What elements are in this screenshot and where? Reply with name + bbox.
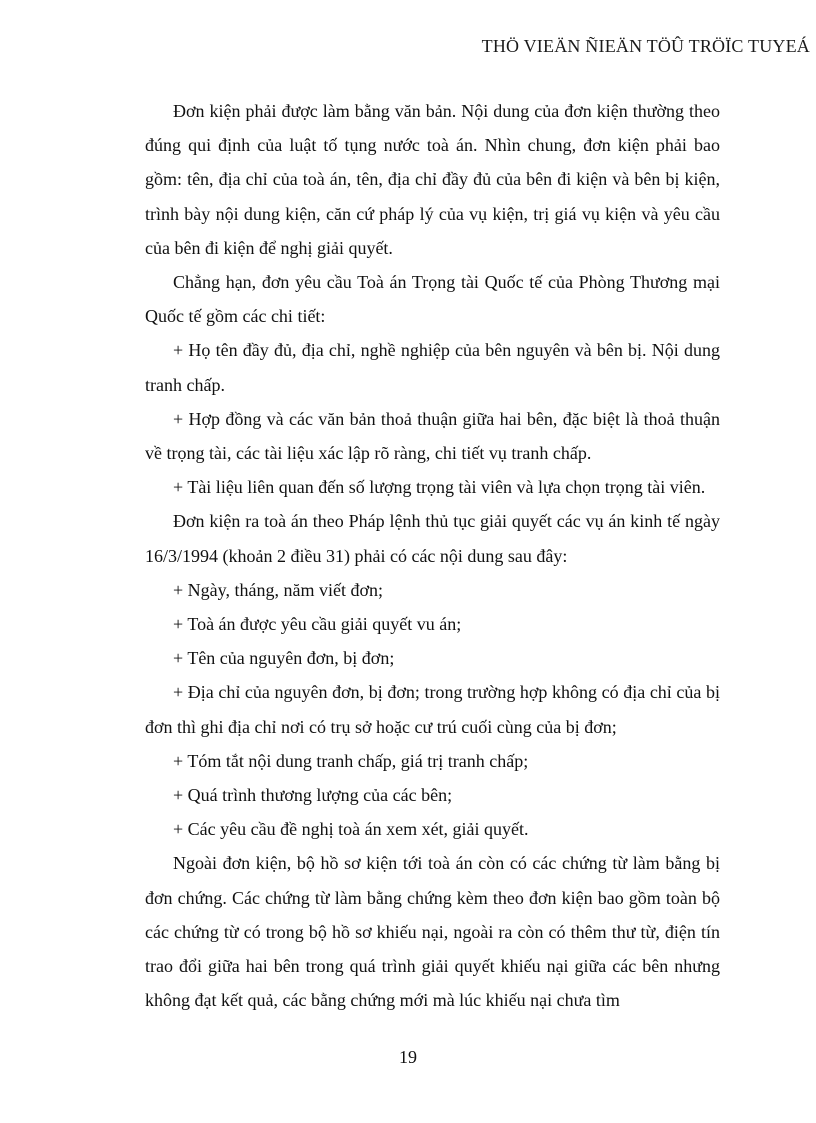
list-item: + Tên của nguyên đơn, bị đơn; xyxy=(173,648,395,669)
list-item: + Hợp đồng và các văn bản thoả thuận giữa hai bên, đặc biệt là thoả thuận về trọng tài, các tài liệu xác lập rõ ràng, chi tiết vụ tranh chấp. xyxy=(145,408,720,464)
paragraph-complaint-form: Đơn kiện phải được làm bằng văn bản. Nội dung của đơn kiện thường theo đúng qui định của luật tố tụng nước toà án. Nhìn chung, đơn kiện phải bao gồm: tên, địa chỉ của toà án, tên, địa chỉ đầy đủ của bên đi kiện và bên bị kiện, trình bày nội dung kiện, căn cứ pháp lý của vụ kiện, trị giá vụ kiện và yêu cầu của bên đi kiện để nghị giải quyết. xyxy=(145,101,720,258)
list-item: + Tóm tắt nội dung tranh chấp, giá trị tranh chấp; xyxy=(173,750,529,771)
list-item: + Toà án được yêu cầu giải quyết vu án; xyxy=(173,614,462,635)
list-item: + Quá trình thương lượng của các bên; xyxy=(173,785,453,806)
list-item: + Tài liệu liên quan đến số lượng trọng tài viên và lựa chọn trọng tài viên. xyxy=(173,477,706,498)
list-item: + Địa chỉ của nguyên đơn, bị đơn; trong trường hợp không có địa chỉ của bị đơn thì ghi địa chỉ nơi có trụ sở hoặc cư trú cuối cùng của bị đơn; xyxy=(145,682,720,737)
list-item: + Các yêu cầu đề nghị toà án xem xét, giải quyết. xyxy=(173,819,529,840)
paragraph-icc-example: Chẳng hạn, đơn yêu cầu Toà án Trọng tài Quốc tế của Phòng Thương mại Quốc tế gồm các chi tiết: xyxy=(145,272,720,327)
page-header: THÖ VIEÄN ÑIEÄN TÖÛ TRÖÏC TUYEÁ xyxy=(481,36,810,56)
document-body xyxy=(145,94,720,1017)
paragraph-ordinance: Đơn kiện ra toà án theo Pháp lệnh thủ tục giải quyết các vụ án kinh tế ngày 16/3/1994 (khoản 2 điều 31) phải có các nội dung sau đây: xyxy=(145,511,720,566)
page-number: 19 xyxy=(399,1047,417,1067)
list-item: + Ngày, tháng, năm viết đơn; xyxy=(173,579,383,600)
list-item: + Họ tên đầy đủ, địa chỉ, nghề nghiệp của bên nguyên và bên bị. Nội dung tranh chấp. xyxy=(145,340,720,395)
paragraph-evidence: Ngoài đơn kiện, bộ hồ sơ kiện tới toà án còn có các chứng từ làm bằng bị đơn chứng. Các chứng từ làm bằng chứng kèm theo đơn kiện bao gồm toàn bộ các chứng từ có trong bộ hồ sơ khiếu nại, ngoài ra còn có thêm thư từ, điện tín trao đổi giữa hai bên trong quá trình giải quyết khiếu nại giữa các bên nhưng không đạt kết quả, các bằng chứng mới mà lúc khiếu nại chưa tìm xyxy=(145,853,720,1011)
